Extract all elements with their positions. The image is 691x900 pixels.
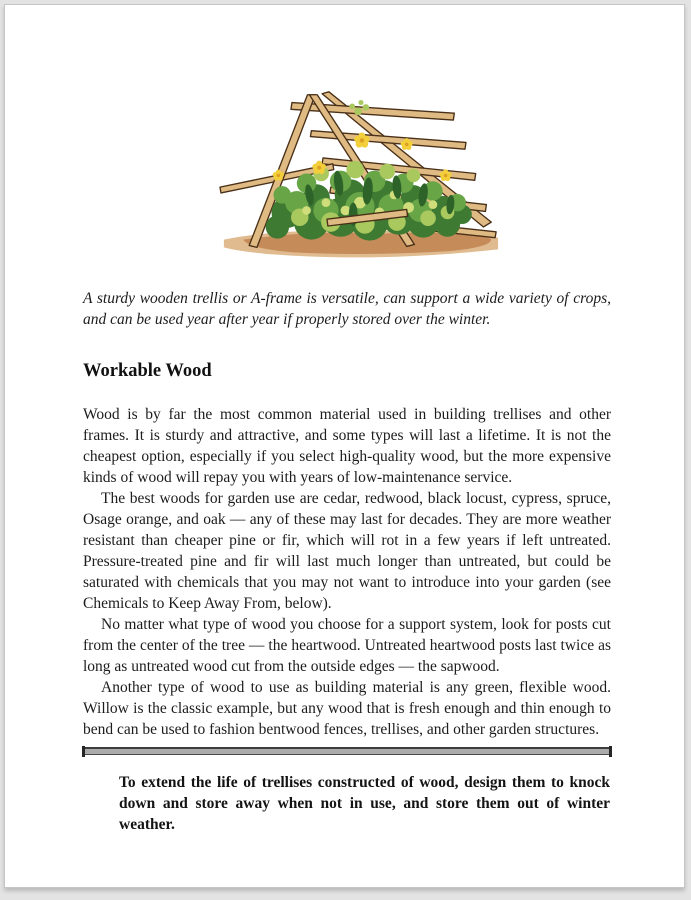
note-divider-rule xyxy=(83,747,611,755)
trellis-illustration xyxy=(184,86,510,261)
paragraph-4: Another type of wood to use as building material is any green, flexible wood. Willow is the classic example, but any wood that is fresh enough and thin enough to bend can be used to fashion bentwood fences, trellises, and other garden structures. xyxy=(83,679,611,738)
paragraph-1: Wood is by far the most common material used in building trellises and other frames. It is sturdy and attractive, and some types will last a lifetime. It is not the cheapest option, especially if you select high-quality wood, but the more expensive kinds of wood will repay you with years of low-maintenance service. xyxy=(83,406,611,486)
document-page xyxy=(4,4,685,888)
paragraph-3: No matter what type of wood you choose for a support system, look for posts cut from the center of the tree — the heartwood. Untreated heartwood posts last twice as long as untreated wood cut from the outside edges — the sapwood. xyxy=(83,616,611,675)
figure-caption: A sturdy wooden trellis or A-frame is versatile, can support a wide variety of crops, and can be used year after year if properly stored over the winter. xyxy=(83,290,611,328)
page-content xyxy=(83,5,611,835)
note-text: To extend the life of trellises constructed of wood, design them to knock down and store away when not in use, and store them out of winter weather. xyxy=(119,774,610,833)
section-heading: Workable Wood xyxy=(83,361,212,381)
trellis-illustration-svg xyxy=(210,86,510,261)
paragraph-2: The best woods for garden use are cedar, redwood, black locust, cypress, spruce, Osage orange, and oak — any of these may last for decades. They are more weather resistant than cheaper pine or fir, which will rot in a few years if left untreated. Pressure-treated pine and fir will last much longer than untreated, but could be saturated with chemicals that you may not want to introduce into your garden (see Chemicals to Keep Away From, below). xyxy=(83,490,611,612)
